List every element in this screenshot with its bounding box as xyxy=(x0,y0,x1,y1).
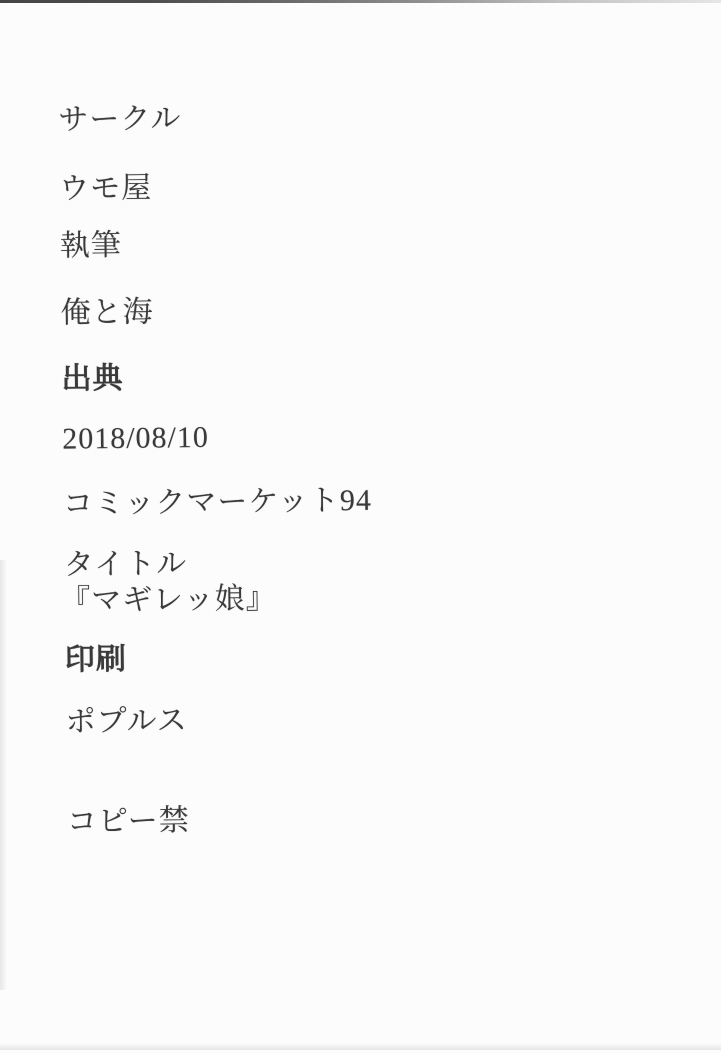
author-name: 俺と海 xyxy=(60,295,154,330)
source-date: 2018/08/10 xyxy=(62,420,210,456)
source-event: コミックマーケット94 xyxy=(62,483,373,521)
printer-name: ポプルス xyxy=(65,704,188,739)
source-label: 出典 xyxy=(61,361,124,396)
circle-name: ウモ屋 xyxy=(58,171,153,206)
title-value: 『マギレッ娘』 xyxy=(60,582,277,618)
copy-prohibition-notice: コピー禁 xyxy=(66,804,190,839)
title-label: タイトル xyxy=(63,547,188,582)
printer-label: 印刷 xyxy=(64,642,128,677)
author-label: 執筆 xyxy=(59,228,123,263)
circle-label: サークル xyxy=(58,102,182,137)
